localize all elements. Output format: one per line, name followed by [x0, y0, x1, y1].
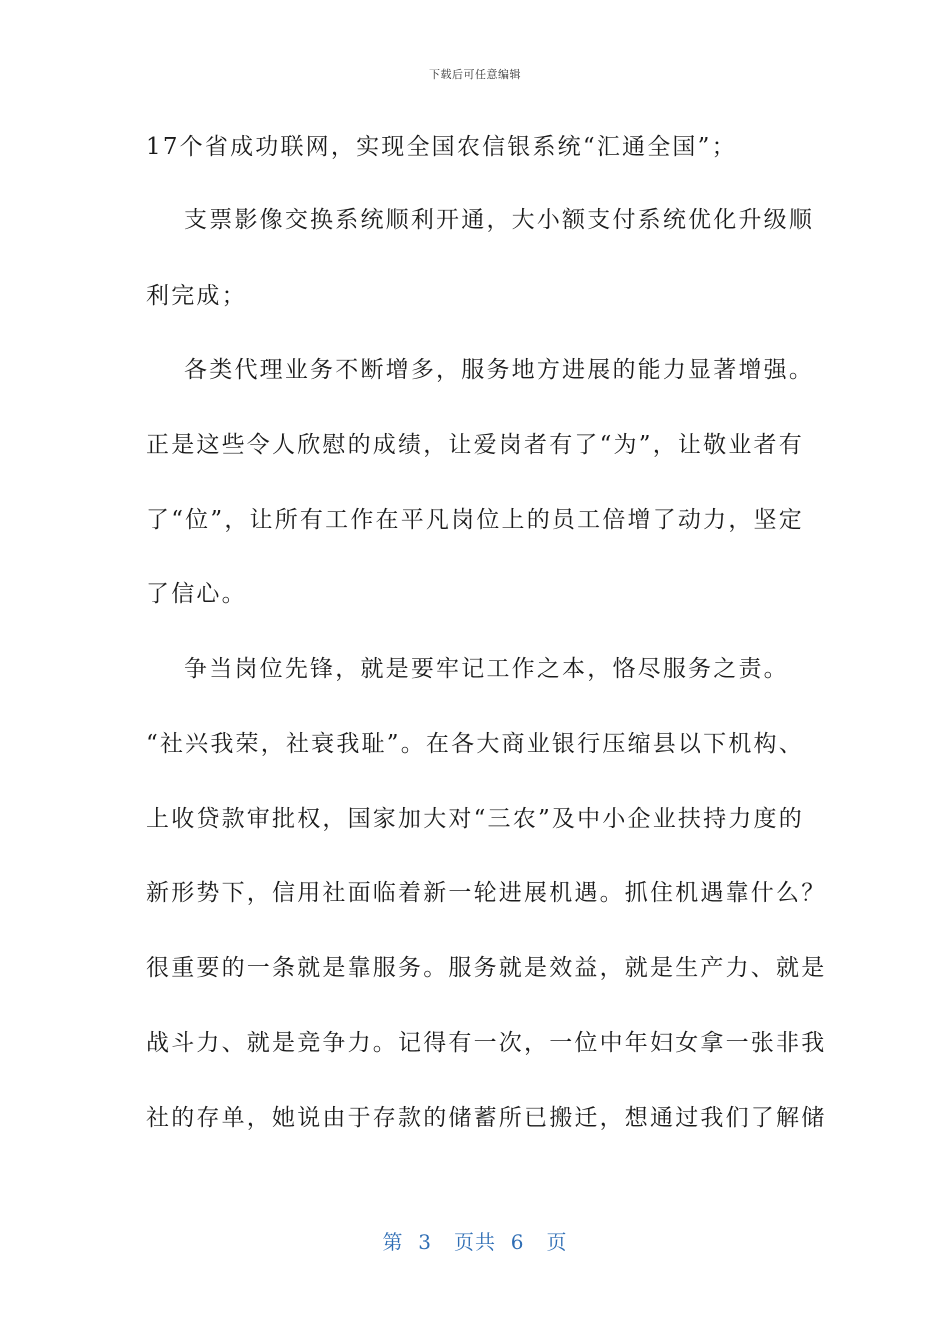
page-header: 下载后可任意编辑	[429, 68, 521, 81]
text-line: 争当岗位先锋，就是要牢记工作之本，恪尽服务之责。	[146, 656, 789, 682]
text-line: 了“位”，让所有工作在平凡岗位上的员工倍增了动力，坚定	[146, 507, 804, 533]
text-line: 各类代理业务不断增多，服务地方进展的能力显著增强。	[146, 357, 815, 383]
text-line: 支票影像交换系统顺利开通，大小额支付系统优化升级顺	[146, 207, 815, 233]
text-line: 社的存单，她说由于存款的储蓄所已搬迁，想通过我们了解储	[146, 1105, 827, 1131]
text-line: 正是这些令人欣慰的成绩，让爱岗者有了“为”，让敬业者有	[146, 432, 804, 458]
page-footer: 第 3 页共 6 页	[382, 1230, 568, 1254]
text-line: 利完成；	[146, 283, 247, 309]
text-line: 17个省成功联网，实现全国农信银系统“汇通全国”；	[146, 134, 737, 160]
text-line: 上收贷款审批权，国家加大对“三农”及中小企业扶持力度的	[146, 806, 804, 832]
text-line: 很重要的一条就是靠服务。服务就是效益，就是生产力、就是	[146, 955, 827, 981]
text-line: “社兴我荣，社衰我耻”。在各大商业银行压缩县以下机构、	[146, 731, 804, 757]
text-line: 战斗力、就是竞争力。记得有一次，一位中年妇女拿一张非我	[146, 1030, 827, 1056]
text-line: 新形势下，信用社面临着新一轮进展机遇。抓住机遇靠什么？	[146, 880, 827, 906]
text-line: 了信心。	[146, 581, 247, 607]
